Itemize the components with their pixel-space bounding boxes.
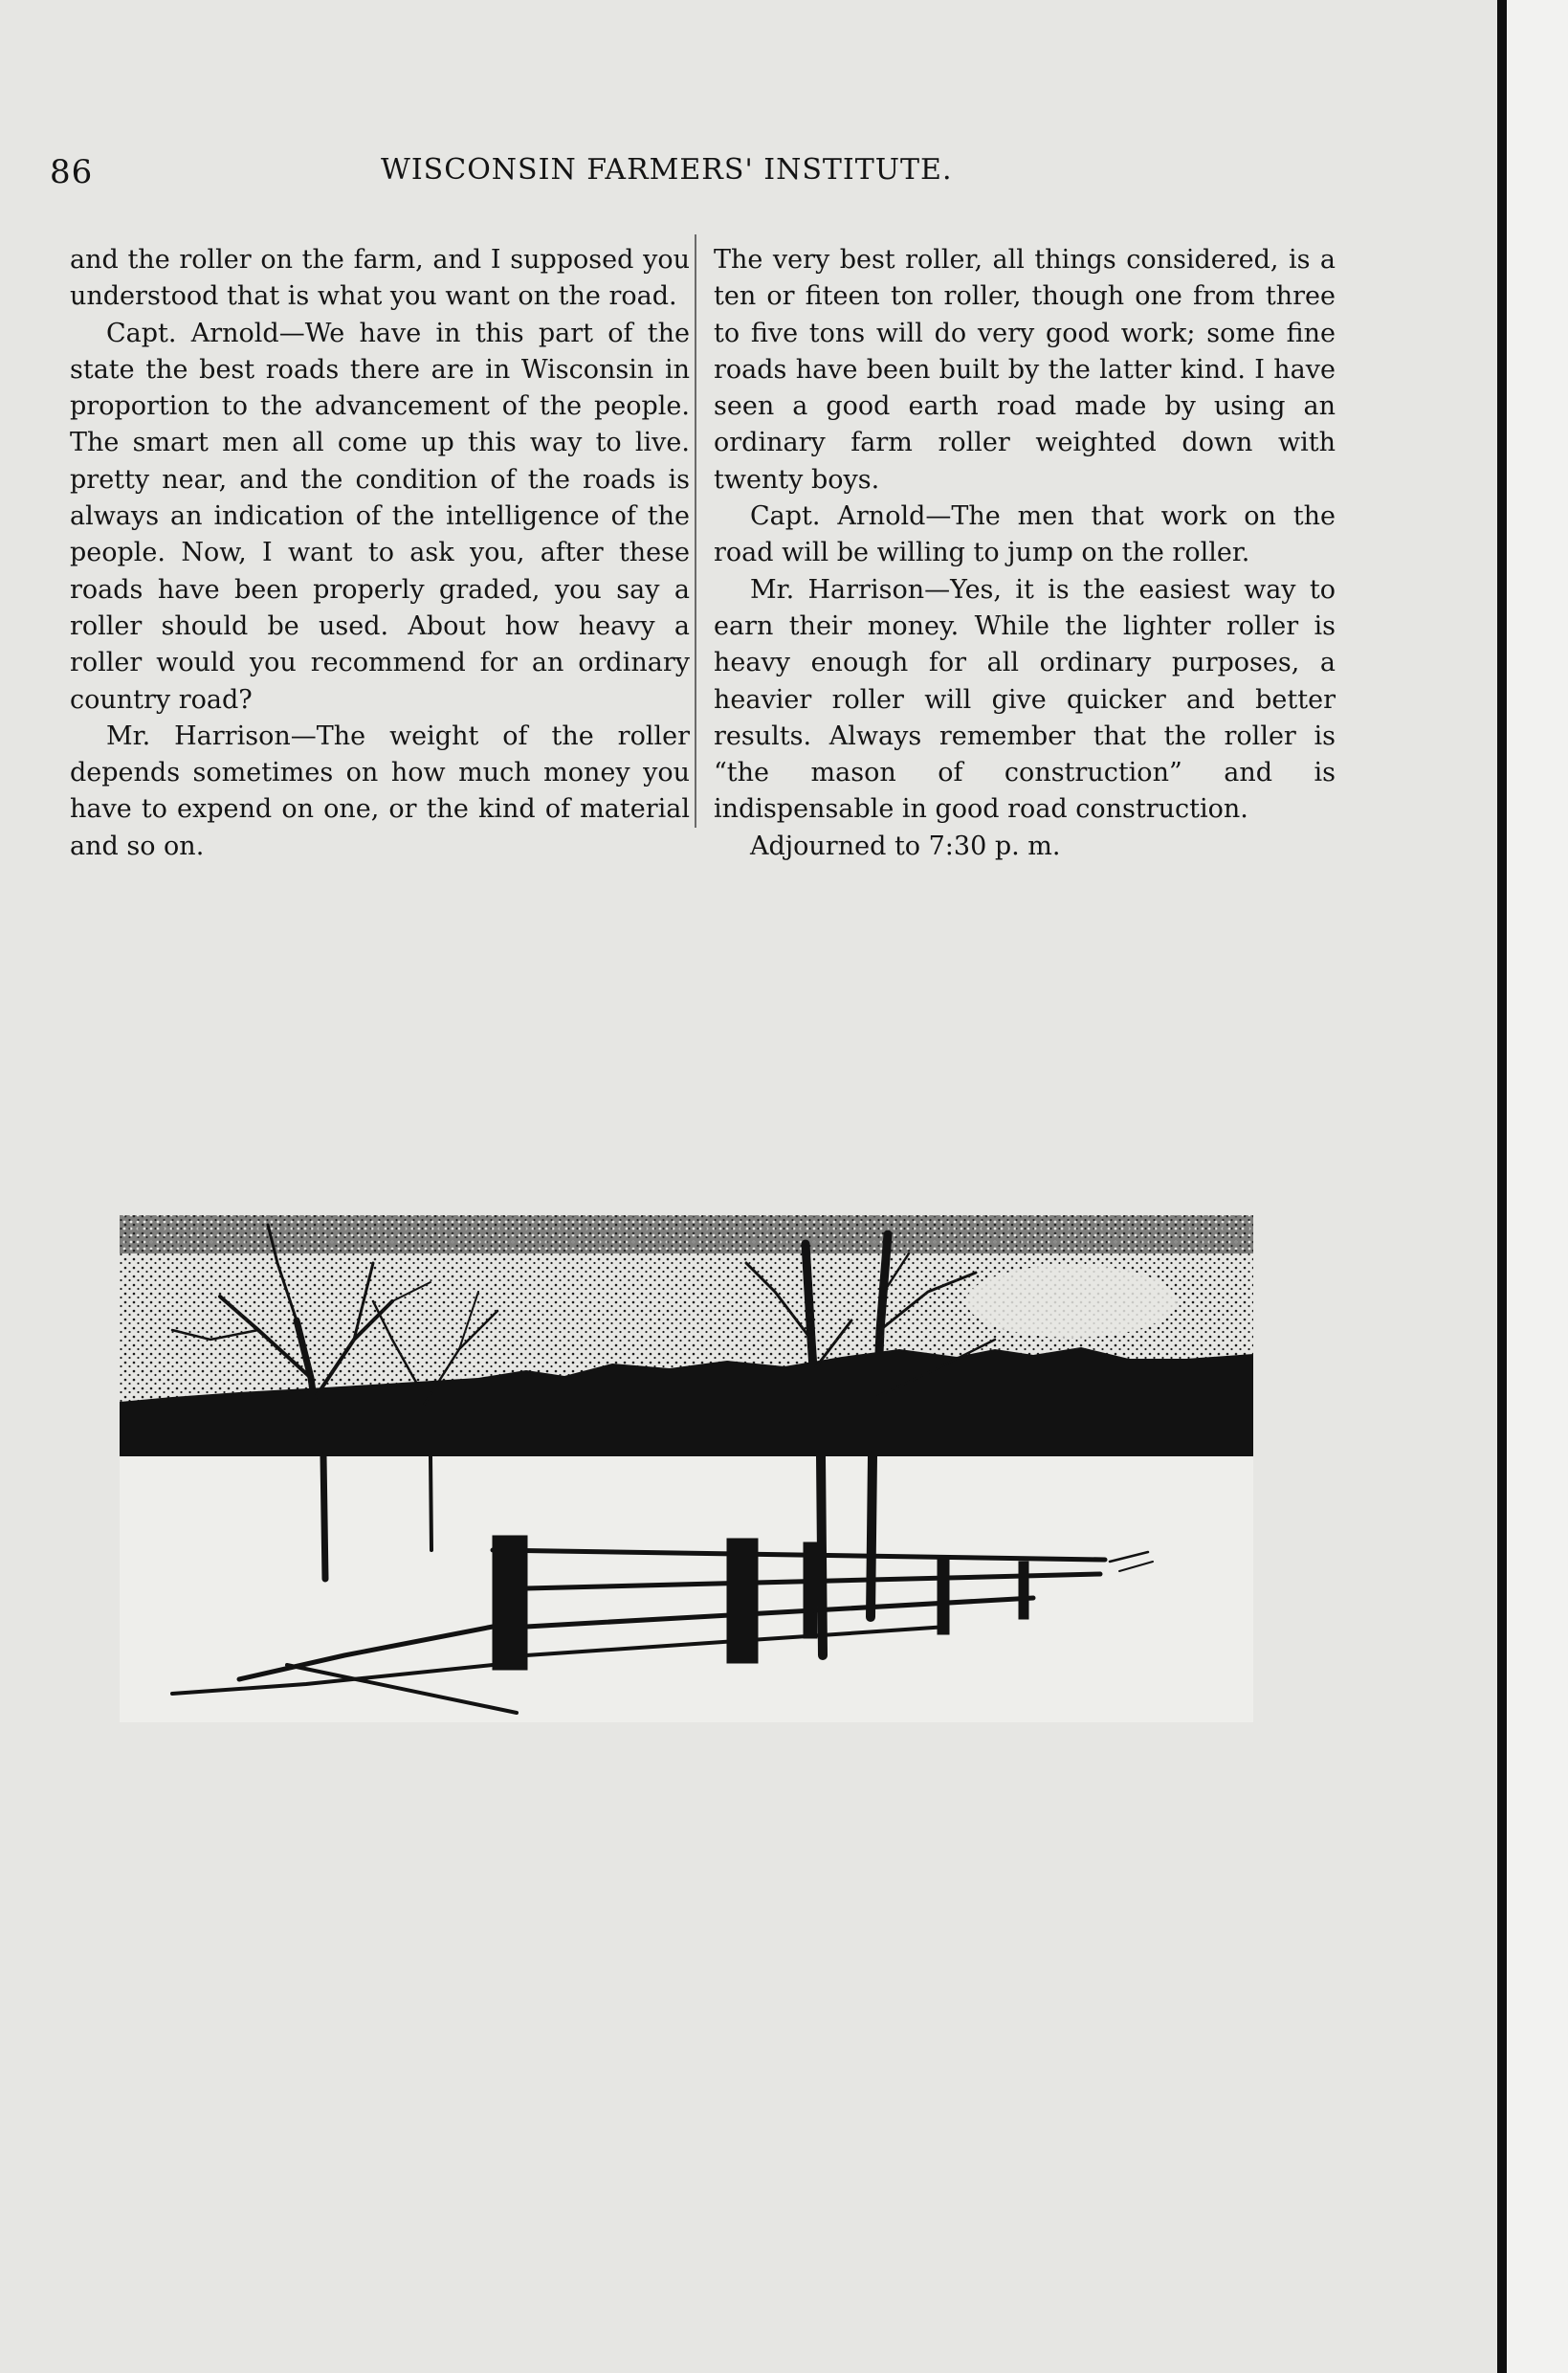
left-column (70, 242, 690, 865)
paragraph: and the roller on the farm, and I supposed you understood that is what you want on the road. (70, 245, 690, 312)
snow-field (120, 1456, 1253, 1722)
page-binding-edge (1497, 0, 1507, 2373)
running-head: WISCONSIN FARMERS' INSTITUTE. (381, 153, 953, 187)
paragraph: Mr. Harrison—The weight of the roller depends sometimes on how much money you have to expend on one, or the kind of material and so on. (70, 721, 690, 861)
column-divider (695, 234, 696, 828)
winter-fence-illustration (115, 1206, 1263, 1722)
right-column (714, 242, 1336, 865)
paragraph: Adjourned to 7:30 p. m. (750, 831, 1061, 861)
paragraph: The very best roller, all things considered, is a ten or fiteen ton roller, though one from three to five tons will do very good work; some fine roads have been built by the latter kind. I have seen a good earth road made by using an ordinary farm roller weighted down with twenty boys. (714, 245, 1336, 495)
paragraph: Mr. Harrison—Yes, it is the easiest way to earn their money. While the lighter roller is heavy enough for all ordinary purposes, a heavier roller will give quicker and better results. Always remember that the roller is “the mason of construction” and is indispensable in good road construction. (714, 574, 1336, 825)
page-number: 86 (50, 153, 94, 191)
cloud (966, 1265, 1177, 1338)
paragraph: Capt. Arnold—We have in this part of the state the best roads there are in Wisconsin in proportion to the advancement of the people. The smart men all come up this way to live. pretty near, and the condition of the roads is always an indication of the intelligence of the people. Now, I want to ask you, after these roads have been properly graded, you say a roller should be used. About how heavy a roller would you recommend for an ordinary country road? (70, 318, 690, 715)
adjacent-page-margin (1507, 0, 1568, 2373)
sky-top-band (120, 1215, 1253, 1253)
paragraph: Capt. Arnold—The men that work on the road will be willing to jump on the roller. (714, 501, 1336, 568)
